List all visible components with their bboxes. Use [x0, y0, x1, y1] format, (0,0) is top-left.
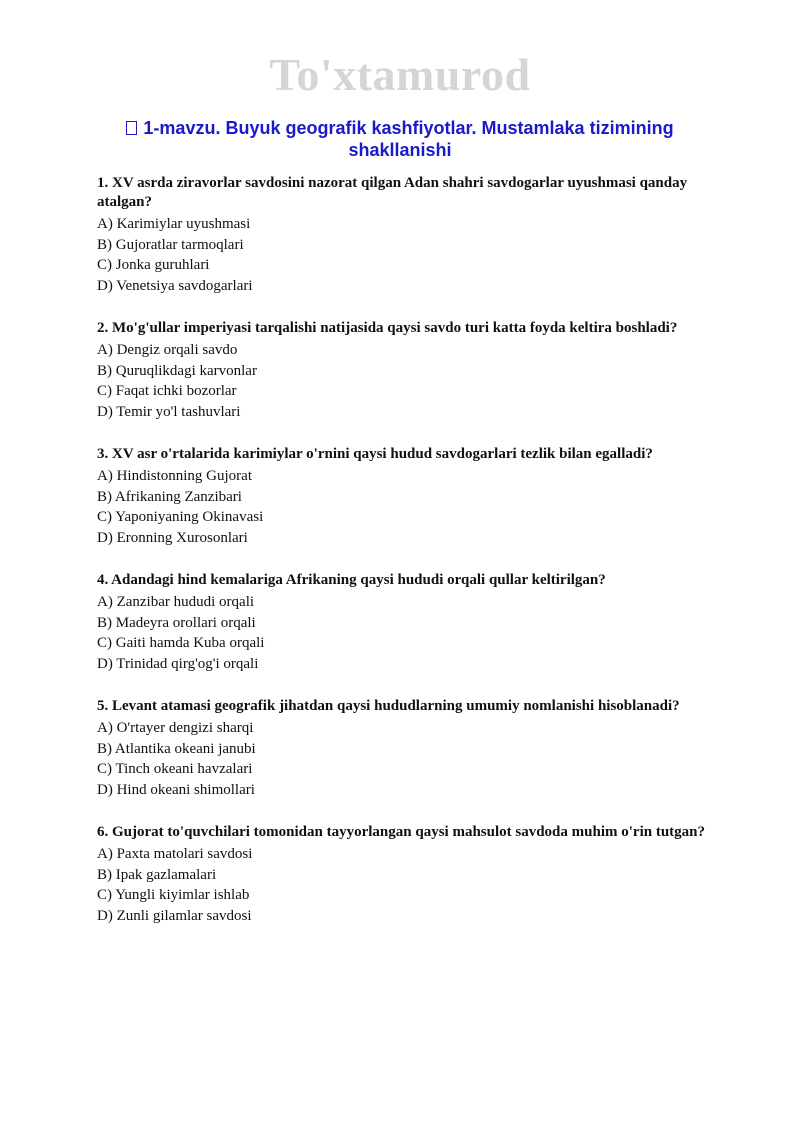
answer-option: D) Trinidad qirg'og'i orqali — [97, 655, 259, 672]
question-item — [97, 445, 709, 548]
topic-heading — [100, 117, 700, 161]
question-list — [97, 174, 709, 949]
answer-option: D) Eronning Xurosonlari — [97, 529, 248, 546]
answer-option: A) O'rtayer dengizi sharqi — [97, 720, 254, 736]
answer-option: C) Yungli kiyimlar ishlab — [97, 887, 250, 903]
answer-option: B) Atlantika okeani janubi — [97, 740, 256, 757]
answer-option: B) Afrikaning Zanzibari — [97, 488, 242, 505]
missing-glyph-icon — [126, 121, 137, 135]
answer-option: C) Tinch okeani havzalari — [97, 761, 253, 777]
answer-option: C) Faqat ichki bozorlar — [97, 383, 237, 399]
answer-option: B) Gujoratlar tarmoqlari — [97, 236, 244, 253]
question-text: 5. Levant atamasi geografik jihatdan qaysi hududlarning umumiy nomlanishi hisoblanadi? — [97, 698, 680, 714]
answer-option: A) Hindistonning Gujorat — [97, 468, 252, 484]
question-text: 6. Gujorat to'quvchilari tomonidan tayyorlangan qaysi mahsulot savdoda muhim o'rin tutgan? — [97, 824, 706, 840]
question-text: 3. XV asr o'rtalarida karimiylar o'rnini qaysi hudud savdogarlari tezlik bilan egalladi? — [97, 446, 653, 462]
topic-title: 1-mavzu. Buyuk geografik kashfiyotlar. Mustamlaka tizimining shakllanishi — [143, 118, 674, 160]
question-text: 2. Mo'g'ullar imperiyasi tarqalishi natijasida qaysi savdo turi katta foyda keltira boshladi? — [97, 320, 678, 336]
answer-option: B) Madeyra orollari orqali — [97, 614, 256, 631]
question-item — [97, 174, 709, 296]
question-item — [97, 319, 709, 422]
answer-option: C) Gaiti hamda Kuba orqali — [97, 635, 265, 651]
answer-option: A) Karimiylar uyushmasi — [97, 216, 251, 232]
answer-option: A) Paxta matolari savdosi — [97, 846, 253, 862]
answer-option: D) Hind okeani shimollari — [97, 781, 255, 798]
answer-option: D) Temir yo'l tashuvlari — [97, 403, 241, 420]
question-item — [97, 823, 709, 926]
answer-option: D) Venetsiya savdogarlari — [97, 277, 253, 294]
watermark: To'xtamurod — [269, 49, 531, 100]
question-text: 1. XV asrda ziravorlar savdosini nazorat qilgan Adan shahri savdogarlar uyushmasi qanday atalgan? — [97, 175, 688, 210]
answer-option: C) Jonka guruhlari — [97, 257, 210, 273]
answer-option: A) Zanzibar hududi orqali — [97, 594, 255, 610]
answer-option: C) Yaponiyaning Okinavasi — [97, 509, 264, 525]
answer-option: B) Ipak gazlamalari — [97, 866, 217, 883]
question-text: 4. Adandagi hind kemalariga Afrikaning qaysi hududi orqali qullar keltirilgan? — [97, 572, 606, 588]
answer-option: B) Quruqlikdagi karvonlar — [97, 362, 257, 379]
answer-option: A) Dengiz orqali savdo — [97, 342, 238, 358]
answer-option: D) Zunli gilamlar savdosi — [97, 907, 252, 924]
question-item — [97, 571, 709, 674]
question-item — [97, 697, 709, 800]
